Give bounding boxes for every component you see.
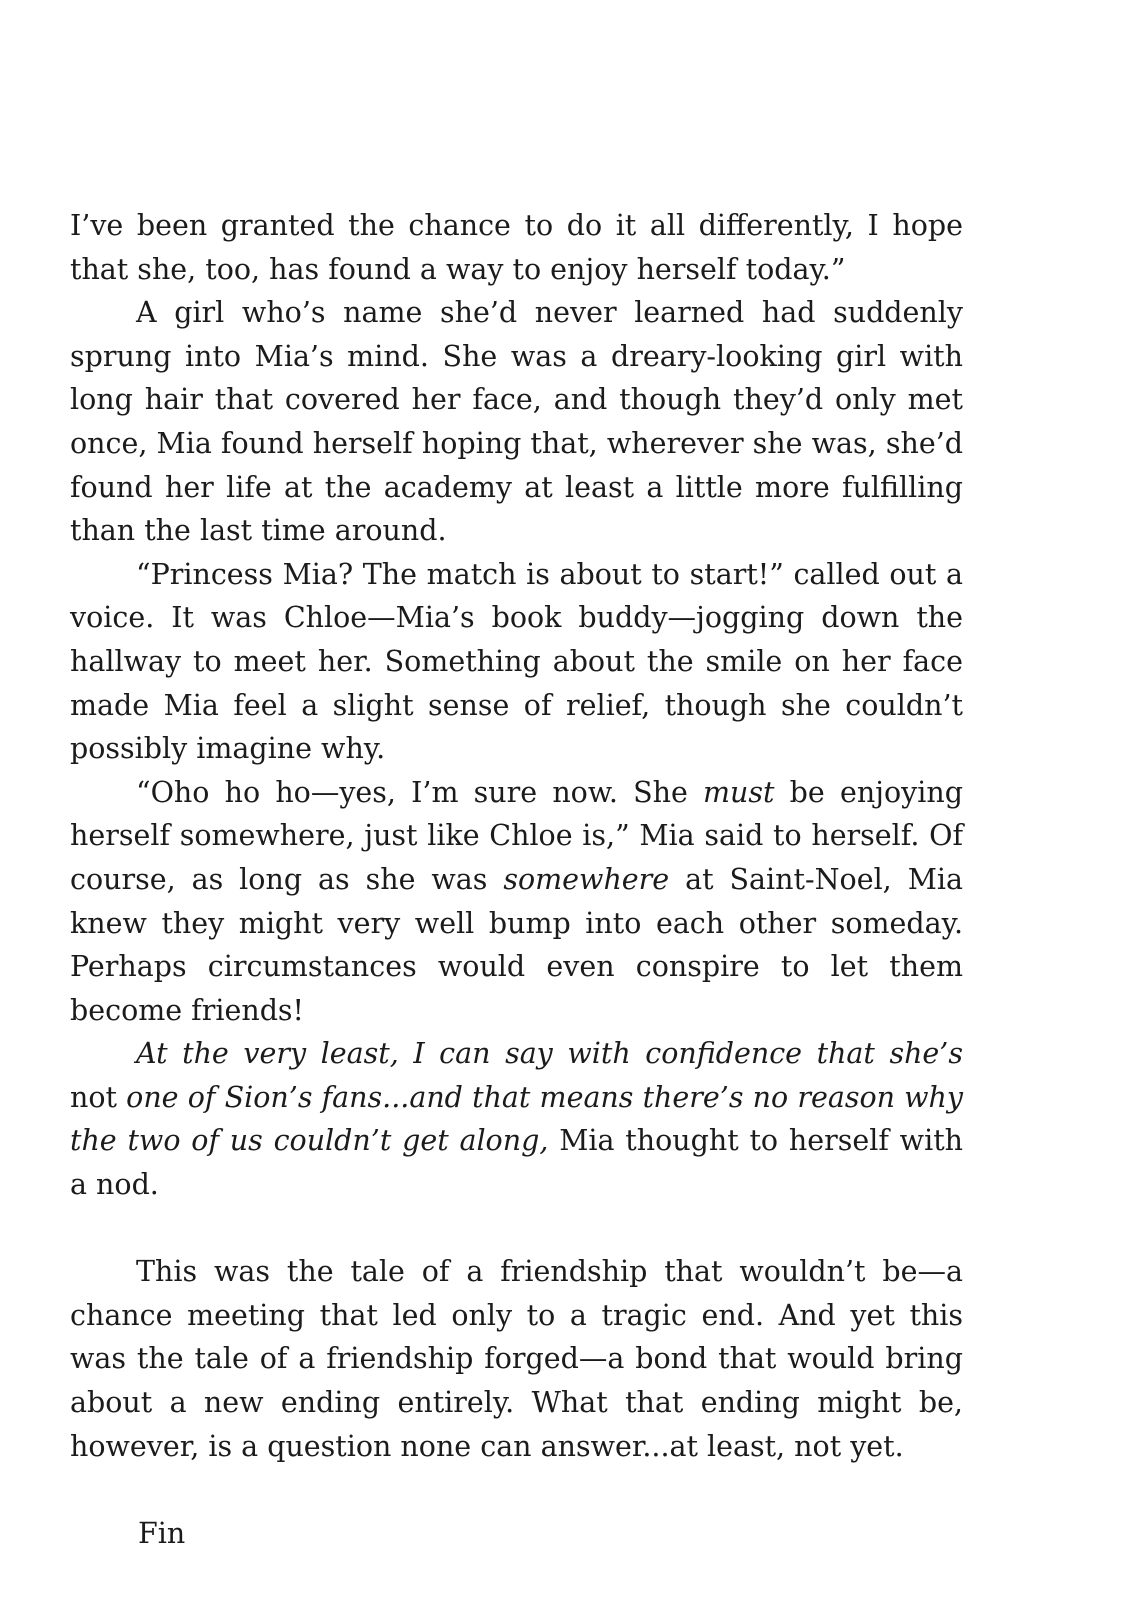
paragraph-3: “Princess Mia? The match is about to start!” called out a voice. It was Chloe—Mia’s book buddy—jogging down the hallway to meet her. Something about the smile on her face made Mia feel a slight sense of relief, though she couldn’t possibly imagine why. — [70, 557, 963, 766]
section-break — [70, 1207, 963, 1251]
paragraph-5-thought-a: At the very least, I can say with confidence that she’s — [136, 1037, 963, 1071]
paragraph-5-text-d: Mia thought to herself with a nod. — [70, 1124, 964, 1202]
paragraph-5-emphasis-not: not — [70, 1080, 117, 1114]
paragraph-5 — [70, 1032, 963, 1206]
paragraph-5-thought-c: one of Sion’s fans...and that means there’s no reason why the two of us couldn’t get along, — [70, 1080, 963, 1158]
paragraph-6: This was the tale of a friendship that wouldn’t be—a chance meeting that led only to a tragic end. And yet this was the tale of a friendship forged—a bond that would bring about a new ending entirely. What that ending might be, however, is a question none can answer...at least, not yet. — [70, 1255, 963, 1463]
paragraph-4-text-e: at Saint-Noel, Mia knew they might very well bump into each other someday. Perhaps circumstances would even conspire to let them become friends! — [70, 862, 963, 1027]
paragraph-4 — [70, 771, 963, 1033]
fin-label: Fin — [138, 1516, 186, 1550]
paragraph-4-text-a: “Oho ho ho—yes, I’m sure now. She — [136, 775, 704, 809]
section-break-2 — [70, 1468, 963, 1512]
paragraph-4-emphasis-must: must — [703, 775, 775, 809]
book-page — [70, 204, 963, 1555]
paragraph-1: I’ve been granted the chance to do it all differently, I hope that she, too, has found a way to enjoy herself today.” — [70, 209, 963, 286]
paragraph-2: A girl who’s name she’d never learned had suddenly sprung into Mia’s mind. She was a dreary-looking girl with long hair that covered her face, and though they’d only met once, Mia found herself hoping that, wherever she was, she’d found her life at the academy at least a little more fulfilling than the last time around. — [70, 296, 963, 548]
paragraph-4-emphasis-somewhere: somewhere — [503, 862, 670, 896]
paragraph-4-text-c: be enjoying herself somewhere, just like Chloe is,” Mia said to herself. Of course, as long as she was — [70, 775, 963, 896]
